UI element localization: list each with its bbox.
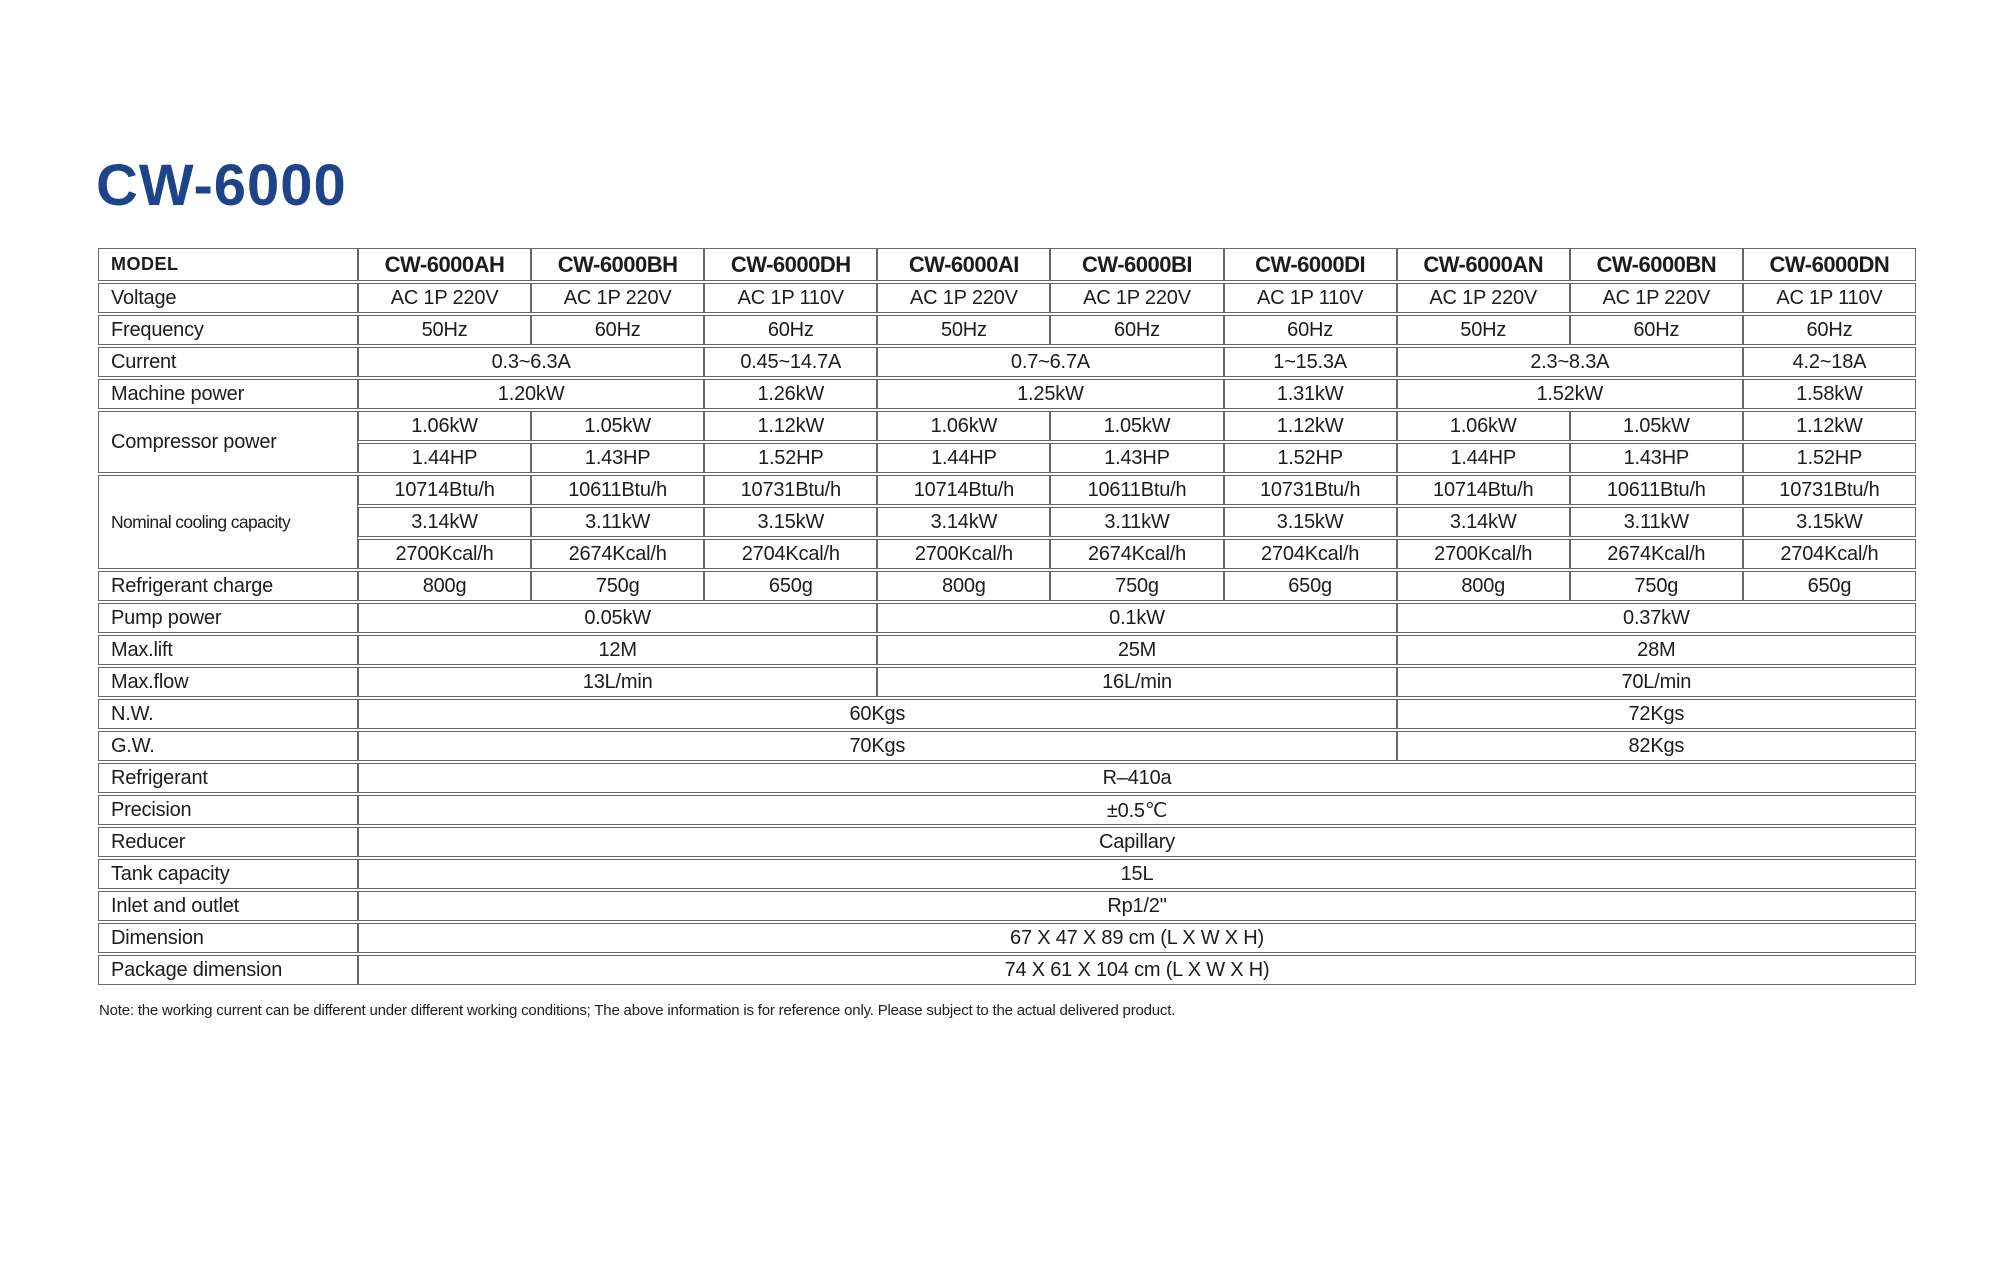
spec-value-cell: 2704Kcal/h (1743, 539, 1916, 569)
spec-value-cell: 0.1kW (877, 603, 1396, 633)
spec-value-cell: 10731Btu/h (1224, 475, 1397, 505)
row-label-tank-capacity: Tank capacity (98, 859, 358, 889)
spec-value-cell: AC 1P 220V (1570, 283, 1743, 313)
row-label-n-w: N.W. (98, 699, 358, 729)
table-row (98, 571, 1916, 601)
table-row (98, 731, 1916, 761)
spec-value-cell: AC 1P 220V (531, 283, 704, 313)
spec-value-cell: 4.2~18A (1743, 347, 1916, 377)
spec-value-cell: 2674Kcal/h (1570, 539, 1743, 569)
spec-value-cell: 2.3~8.3A (1397, 347, 1743, 377)
spec-value-cell: 3.11kW (1570, 507, 1743, 537)
spec-value-cell: 1.52kW (1397, 379, 1743, 409)
row-label-compressor-power: Compressor power (98, 411, 358, 473)
spec-value-cell: 0.3~6.3A (358, 347, 704, 377)
spec-value-cell: 1~15.3A (1224, 347, 1397, 377)
table-row (98, 443, 1916, 473)
page-title: CW-6000 (96, 153, 347, 218)
spec-value-cell: 10714Btu/h (358, 475, 531, 505)
spec-value-cell: 800g (877, 571, 1050, 601)
spec-value-cell: 67 X 47 X 89 cm (L X W X H) (358, 923, 1916, 953)
row-label-package-dimension: Package dimension (98, 955, 358, 985)
spec-value-cell: 3.15kW (704, 507, 877, 537)
spec-value-cell: 750g (1050, 571, 1223, 601)
spec-value-cell: 50Hz (358, 315, 531, 345)
row-label-nominal-cooling-capacity: Nominal cooling capacity (98, 475, 358, 569)
spec-value-cell: 60Hz (531, 315, 704, 345)
spec-value-cell: Capillary (358, 827, 1916, 857)
spec-value-cell: 60Kgs (358, 699, 1397, 729)
table-row (98, 699, 1916, 729)
spec-value-cell: 1.43HP (531, 443, 704, 473)
spec-value-cell: 750g (1570, 571, 1743, 601)
spec-value-cell: 2704Kcal/h (704, 539, 877, 569)
spec-value-cell: 50Hz (1397, 315, 1570, 345)
spec-value-cell: 0.45~14.7A (704, 347, 877, 377)
spec-value-cell: 50Hz (877, 315, 1050, 345)
spec-value-cell: 1.06kW (877, 411, 1050, 441)
column-header-cw-6000dn: CW-6000DN (1743, 248, 1916, 281)
table-row (98, 379, 1916, 409)
spec-value-cell: 1.06kW (1397, 411, 1570, 441)
spec-value-cell: ±0.5℃ (358, 795, 1916, 825)
table-row (98, 603, 1916, 633)
spec-value-cell: 1.12kW (1224, 411, 1397, 441)
spec-value-cell: 10714Btu/h (1397, 475, 1570, 505)
spec-value-cell: 650g (704, 571, 877, 601)
spec-value-cell: 15L (358, 859, 1916, 889)
spec-value-cell: 2700Kcal/h (1397, 539, 1570, 569)
spec-value-cell: 1.43HP (1570, 443, 1743, 473)
spec-value-cell: 2674Kcal/h (531, 539, 704, 569)
spec-value-cell: 10731Btu/h (704, 475, 877, 505)
spec-value-cell: 16L/min (877, 667, 1396, 697)
row-label-current: Current (98, 347, 358, 377)
row-label-refrigerant-charge: Refrigerant charge (98, 571, 358, 601)
spec-value-cell: 3.14kW (877, 507, 1050, 537)
table-row (98, 795, 1916, 825)
spec-value-cell: 60Hz (1743, 315, 1916, 345)
spec-value-cell: 70Kgs (358, 731, 1397, 761)
spec-value-cell: 1.52HP (1743, 443, 1916, 473)
footnote: Note: the working current can be different under different working conditions; The above information is for reference only. Please subject to the actual delivered product. (99, 1002, 1176, 1019)
spec-value-cell: 3.11kW (1050, 507, 1223, 537)
spec-value-cell: 60Hz (1224, 315, 1397, 345)
spec-value-cell: 3.11kW (531, 507, 704, 537)
spec-value-cell: R–410a (358, 763, 1916, 793)
spec-value-cell: 0.7~6.7A (877, 347, 1223, 377)
spec-value-cell: 10731Btu/h (1743, 475, 1916, 505)
spec-value-cell: 800g (1397, 571, 1570, 601)
column-header-cw-6000ah: CW-6000AH (358, 248, 531, 281)
spec-value-cell: 1.12kW (704, 411, 877, 441)
spec-value-cell: 3.14kW (358, 507, 531, 537)
column-header-cw-6000bh: CW-6000BH (531, 248, 704, 281)
row-label-reducer: Reducer (98, 827, 358, 857)
spec-value-cell: 1.05kW (1570, 411, 1743, 441)
spec-value-cell: 10611Btu/h (531, 475, 704, 505)
spec-value-cell: 650g (1743, 571, 1916, 601)
spec-value-cell: 60Hz (1050, 315, 1223, 345)
table-row (98, 891, 1916, 921)
spec-value-cell: 72Kgs (1397, 699, 1916, 729)
row-label-pump-power: Pump power (98, 603, 358, 633)
row-label-refrigerant: Refrigerant (98, 763, 358, 793)
table-row (98, 955, 1916, 985)
spec-value-cell: 12M (358, 635, 877, 665)
spec-value-cell: 3.15kW (1224, 507, 1397, 537)
spec-value-cell: 1.05kW (531, 411, 704, 441)
table-row (98, 859, 1916, 889)
spec-value-cell: 25M (877, 635, 1396, 665)
column-header-cw-6000bn: CW-6000BN (1570, 248, 1743, 281)
spec-value-cell: 1.43HP (1050, 443, 1223, 473)
spec-value-cell: 10611Btu/h (1050, 475, 1223, 505)
spec-value-cell: 60Hz (704, 315, 877, 345)
row-label-voltage: Voltage (98, 283, 358, 313)
spec-value-cell: Rp1/2" (358, 891, 1916, 921)
spec-value-cell: 1.26kW (704, 379, 877, 409)
table-row (98, 923, 1916, 953)
column-header-cw-6000an: CW-6000AN (1397, 248, 1570, 281)
model-column-header: MODEL (98, 248, 358, 281)
spec-value-cell: 1.31kW (1224, 379, 1397, 409)
spec-value-cell: 1.52HP (1224, 443, 1397, 473)
spec-value-cell: 2704Kcal/h (1224, 539, 1397, 569)
spec-value-cell: 650g (1224, 571, 1397, 601)
row-label-machine-power: Machine power (98, 379, 358, 409)
table-row (98, 347, 1916, 377)
spec-value-cell: 1.58kW (1743, 379, 1916, 409)
table-row (98, 827, 1916, 857)
row-label-frequency: Frequency (98, 315, 358, 345)
spec-value-cell: AC 1P 220V (877, 283, 1050, 313)
table-row (98, 283, 1916, 313)
spec-value-cell: 70L/min (1397, 667, 1916, 697)
spec-value-cell: 2700Kcal/h (877, 539, 1050, 569)
table-row (98, 507, 1916, 537)
spec-value-cell: 74 X 61 X 104 cm (L X W X H) (358, 955, 1916, 985)
row-label-max-lift: Max.lift (98, 635, 358, 665)
table-row (98, 763, 1916, 793)
table-row (98, 315, 1916, 345)
spec-value-cell: AC 1P 110V (704, 283, 877, 313)
column-header-cw-6000di: CW-6000DI (1224, 248, 1397, 281)
spec-value-cell: 0.05kW (358, 603, 877, 633)
column-header-cw-6000dh: CW-6000DH (704, 248, 877, 281)
spec-table (98, 246, 1916, 987)
spec-value-cell: 1.12kW (1743, 411, 1916, 441)
spec-value-cell: AC 1P 220V (1050, 283, 1223, 313)
spec-value-cell: 28M (1397, 635, 1916, 665)
row-label-max-flow: Max.flow (98, 667, 358, 697)
spec-value-cell: 10714Btu/h (877, 475, 1050, 505)
spec-value-cell: 3.15kW (1743, 507, 1916, 537)
table-row (98, 411, 1916, 441)
spec-value-cell: AC 1P 110V (1224, 283, 1397, 313)
spec-value-cell: AC 1P 220V (1397, 283, 1570, 313)
row-label-g-w: G.W. (98, 731, 358, 761)
spec-value-cell: 1.44HP (1397, 443, 1570, 473)
spec-value-cell: 2674Kcal/h (1050, 539, 1223, 569)
spec-value-cell: AC 1P 110V (1743, 283, 1916, 313)
spec-value-cell: 1.44HP (877, 443, 1050, 473)
spec-value-cell: 1.52HP (704, 443, 877, 473)
spec-value-cell: 60Hz (1570, 315, 1743, 345)
spec-value-cell: 3.14kW (1397, 507, 1570, 537)
spec-value-cell: 0.37kW (1397, 603, 1916, 633)
spec-value-cell: 1.25kW (877, 379, 1223, 409)
spec-value-cell: 1.05kW (1050, 411, 1223, 441)
spec-value-cell: 1.20kW (358, 379, 704, 409)
row-label-dimension: Dimension (98, 923, 358, 953)
row-label-inlet-and-outlet: Inlet and outlet (98, 891, 358, 921)
header-row (98, 248, 1916, 281)
spec-value-cell: 1.44HP (358, 443, 531, 473)
spec-value-cell: 13L/min (358, 667, 877, 697)
table-row (98, 667, 1916, 697)
spec-value-cell: 2700Kcal/h (358, 539, 531, 569)
table-row (98, 475, 1916, 505)
spec-value-cell: AC 1P 220V (358, 283, 531, 313)
spec-value-cell: 82Kgs (1397, 731, 1916, 761)
column-header-cw-6000ai: CW-6000AI (877, 248, 1050, 281)
spec-value-cell: 750g (531, 571, 704, 601)
spec-value-cell: 1.06kW (358, 411, 531, 441)
table-row (98, 635, 1916, 665)
column-header-cw-6000bi: CW-6000BI (1050, 248, 1223, 281)
row-label-precision: Precision (98, 795, 358, 825)
spec-value-cell: 10611Btu/h (1570, 475, 1743, 505)
spec-value-cell: 800g (358, 571, 531, 601)
table-row (98, 539, 1916, 569)
